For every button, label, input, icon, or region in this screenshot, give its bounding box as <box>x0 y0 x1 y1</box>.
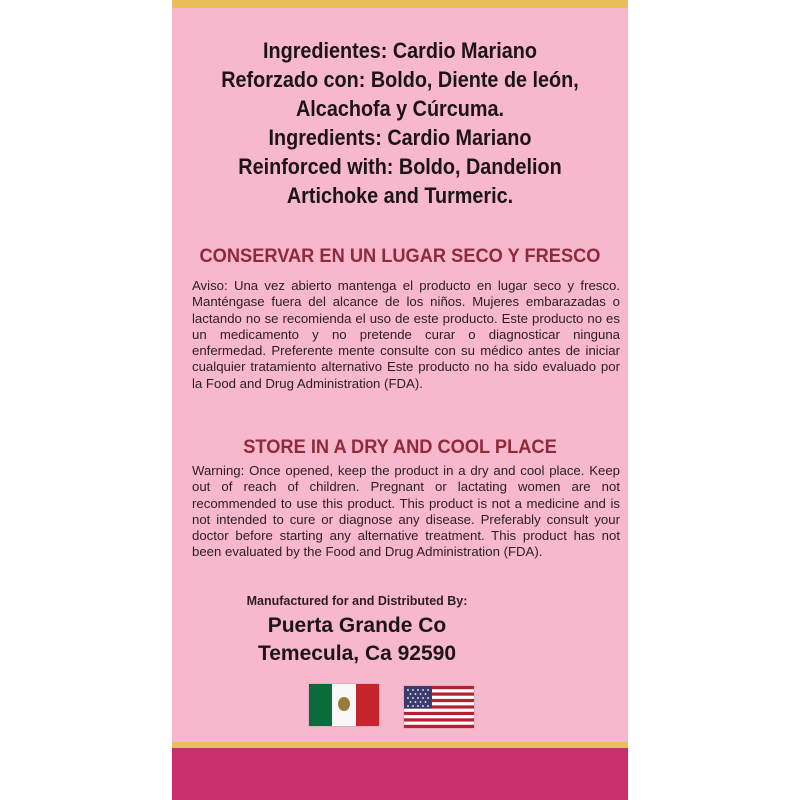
eagle-emblem-icon <box>338 697 350 711</box>
usa-flag-icon <box>404 686 474 728</box>
manufacturer-info <box>172 612 542 668</box>
bottom-magenta-band <box>172 748 628 800</box>
company-name: Puerta Grande Co <box>267 614 447 637</box>
english-warning-text: Warning: Once opened, keep the product in a dry and cool place. Keep out of reach of children. Pregnant or lactating women are not recommended to use this product. This product is not a medicine and is not intended to cure or diagnose any disease. Preferably consult your doctor before starting any alternative treatment. This product has not been evaluated by the Food and Drug Administration (FDA). <box>192 463 620 560</box>
ingredients-line: Alcachofa y Cúrcuma. <box>296 96 504 121</box>
ingredients-line: Ingredients: Cardio Mariano <box>268 125 532 150</box>
company-address: Temecula, Ca 92590 <box>257 642 457 665</box>
manufacturer-label: Manufactured for and Distributed By: <box>246 594 468 608</box>
ingredients-line: Artichoke and Turmeric. <box>286 183 514 208</box>
spanish-storage-heading: CONSERVAR EN UN LUGAR SECO Y FRESCO <box>199 246 601 267</box>
product-label-panel <box>172 0 628 800</box>
english-storage-heading: STORE IN A DRY AND COOL PLACE <box>243 437 557 458</box>
ingredients-line: Ingredientes: Cardio Mariano <box>263 38 537 63</box>
ingredients-line: Reforzado con: Boldo, Diente de león, <box>221 67 579 92</box>
mexico-flag-icon <box>309 684 379 726</box>
ingredients-line: Reinforced with: Boldo, Dandelion <box>238 154 562 179</box>
ingredients-block <box>195 36 605 210</box>
spanish-warning-text: Aviso: Una vez abierto mantenga el producto en lugar seco y fresco. Manténgase fuera del alcance de los niños. Mujeres embarazadas o lactando no se recomienda el uso de este producto. Este producto no es un medicamento y no pretende curar o diagnosticar ninguna enfermedad. Preferente mente consulte con su médico antes de iniciar cualquier tratamiento alternativo Este producto no ha sido evaluado por la Food and Drug Administration (FDA). <box>192 278 620 391</box>
top-gold-band <box>172 0 628 8</box>
